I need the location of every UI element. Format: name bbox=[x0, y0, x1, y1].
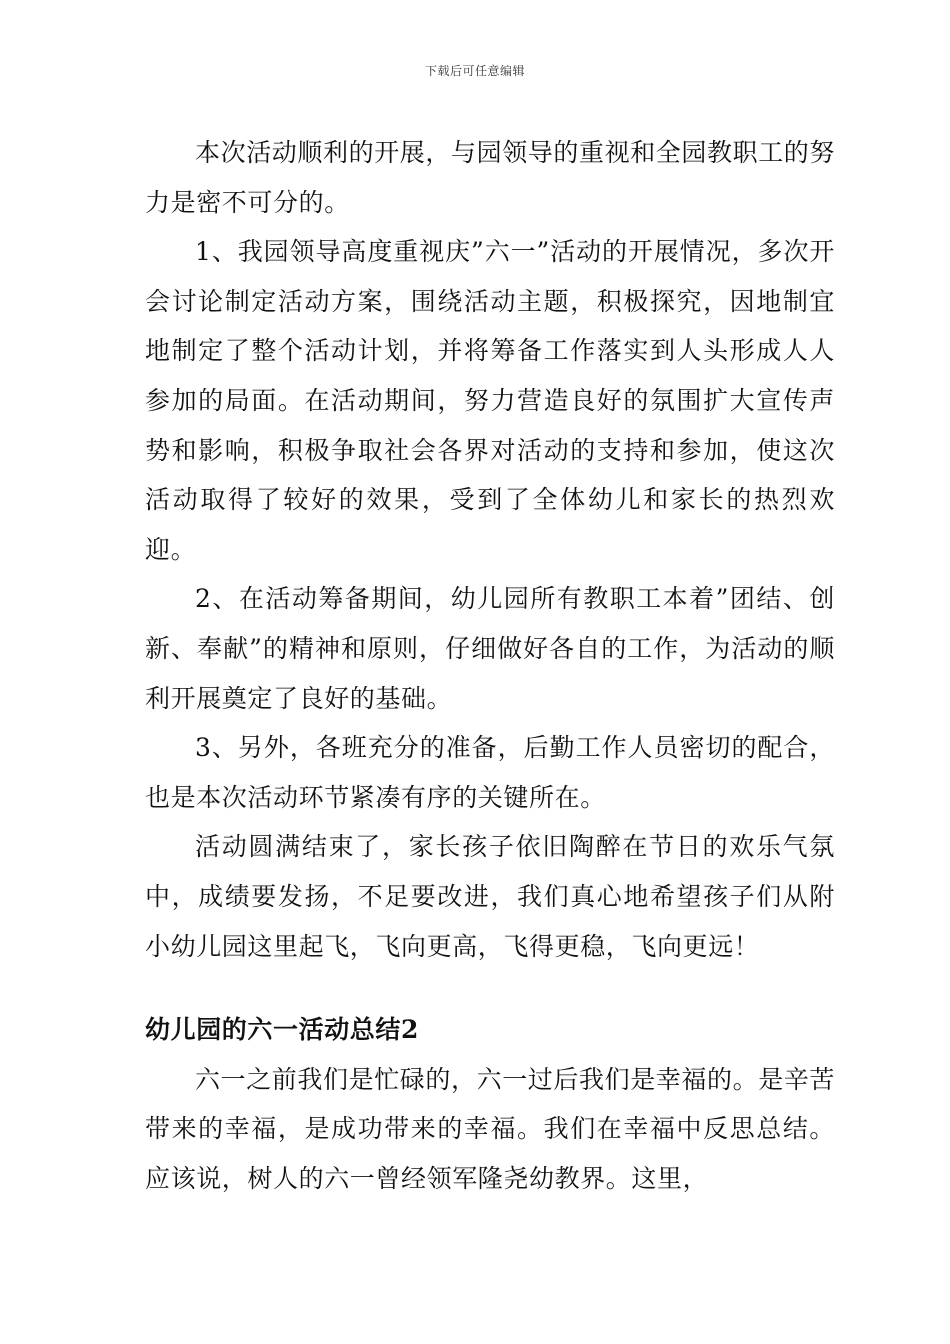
paragraph-point-3: 3、另外，各班充分的准备，后勤工作人员密切的配合，也是本次活动环节紧凑有序的关键所在。 bbox=[145, 733, 835, 812]
paragraph-point-1: 1、我园领导高度重视庆”六一”活动的开展情况，多次开会讨论制定活动方案，围绕活动主题，积极探究，因地制宜地制定了整个活动计划，并将筹备工作落实到人头形成人人参加的局面。在活动期间，努力营造良好的氛围扩大宣传声势和影响，积极争取社会各界对活动的支持和参加，使这次活动取得了较好的效果，受到了全体幼儿和家长的热烈欢迎。 bbox=[145, 237, 835, 564]
document-body bbox=[145, 128, 835, 1203]
paragraph-intro: 本次活动顺利的开展，与园领导的重视和全园教职工的努力是密不可分的。 bbox=[145, 138, 836, 217]
header-note: 下载后可任意编辑 bbox=[424, 64, 525, 78]
paragraph-section2-intro: 六一之前我们是忙碌的，六一过后我们是幸福的。是辛苦带来的幸福，是成功带来的幸福。我们在幸福中反思总结。应该说，树人的六一曾经领军隆尧幼教界。这里， bbox=[145, 1064, 836, 1193]
paragraph-conclusion: 活动圆满结束了，家长孩子依旧陶醉在节日的欢乐气氛中，成绩要发扬，不足要改进，我们真心地希望孩子们从附小幼儿园这里起飞，飞向更高，飞得更稳，飞向更远！ bbox=[145, 832, 835, 961]
section-title: 幼儿园的六一活动总结2 bbox=[145, 1015, 419, 1045]
paragraph-point-2: 2、在活动筹备期间，幼儿园所有教职工本着”团结、创新、奉献”的精神和原则，仔细做好各自的工作，为活动的顺利开展奠定了良好的基础。 bbox=[145, 584, 835, 713]
